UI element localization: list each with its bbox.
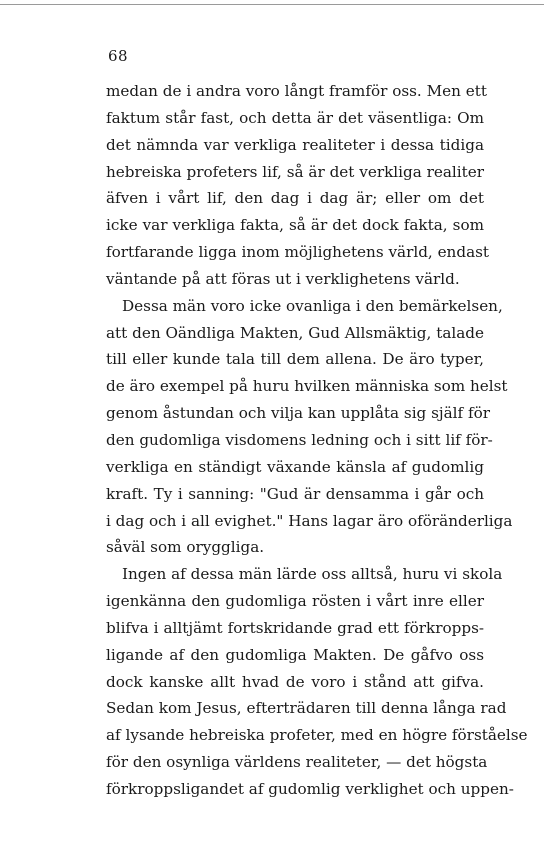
text-line: de äro exempel på huru hvilken människa som helst: [106, 377, 508, 396]
text-line: såväl som oryggliga.: [106, 538, 265, 557]
text-line: förkroppsligandet af gudomlig verklighet och uppen-: [106, 779, 514, 798]
text-line: blifva i alltjämt fortskridande grad ett förkropps-: [106, 618, 484, 637]
text-line: kraft. Ty i sanning: "Gud är densamma i går och: [106, 484, 484, 503]
text-line: väntande på att föras ut i verklighetens värld.: [106, 269, 460, 288]
text-line: att den Oändliga Makten, Gud Allsmäktig, talade: [106, 323, 484, 342]
text-line: icke var verkliga fakta, så är det dock fakta, som: [106, 216, 484, 235]
text-line: till eller kunde tala till dem allena. De äro typer,: [106, 350, 484, 369]
text-line: genom åstundan och vilja kan upplåta sig själf för: [106, 404, 490, 423]
text-line: dock kanske allt hvad de voro i stånd att gifva.: [106, 672, 484, 691]
text-line: äfven i vårt lif, den dag i dag är; eller om det: [106, 189, 484, 208]
text-line: den gudomliga visdomens ledning och i sitt lif för-: [106, 430, 493, 449]
text-line: faktum står fast, och detta är det väsentliga: Om: [106, 108, 484, 127]
text-line: ligande af den gudomliga Makten. De gåfvo oss: [106, 645, 484, 664]
text-line: fortfarande ligga inom möjlighetens värld, endast: [106, 243, 490, 262]
text-line: Sedan kom Jesus, efterträdaren till denna långa rad: [106, 699, 507, 718]
text-line: i dag och i all evighet." Hans lagar äro oföränderliga: [106, 511, 513, 530]
top-edge-rule: [0, 4, 544, 5]
paragraph-first-line: Ingen af dessa män lärde oss alltså, huru vi skola: [122, 565, 503, 584]
text-line: verkliga en ständigt växande känsla af gudomlig: [106, 457, 484, 476]
text-line: det nämnda var verkliga realiteter i dessa tidiga: [106, 135, 484, 154]
text-line: af lysande hebreiska profeter, med en högre förståelse: [106, 726, 528, 745]
text-line: hebreiska profeters lif, så är det verkliga realiter: [106, 162, 484, 181]
body-text: [106, 78, 528, 803]
text-line: igenkänna den gudomliga rösten i vårt inre eller: [106, 592, 484, 611]
page-number: 68: [108, 47, 129, 65]
paragraph-first-line: Dessa män voro icke ovanliga i den bemärkelsen,: [122, 296, 503, 315]
text-line: för den osynliga världens realiteter, — det högsta: [106, 753, 488, 772]
text-line: medan de i andra voro långt framför oss. Men ett: [106, 82, 487, 100]
